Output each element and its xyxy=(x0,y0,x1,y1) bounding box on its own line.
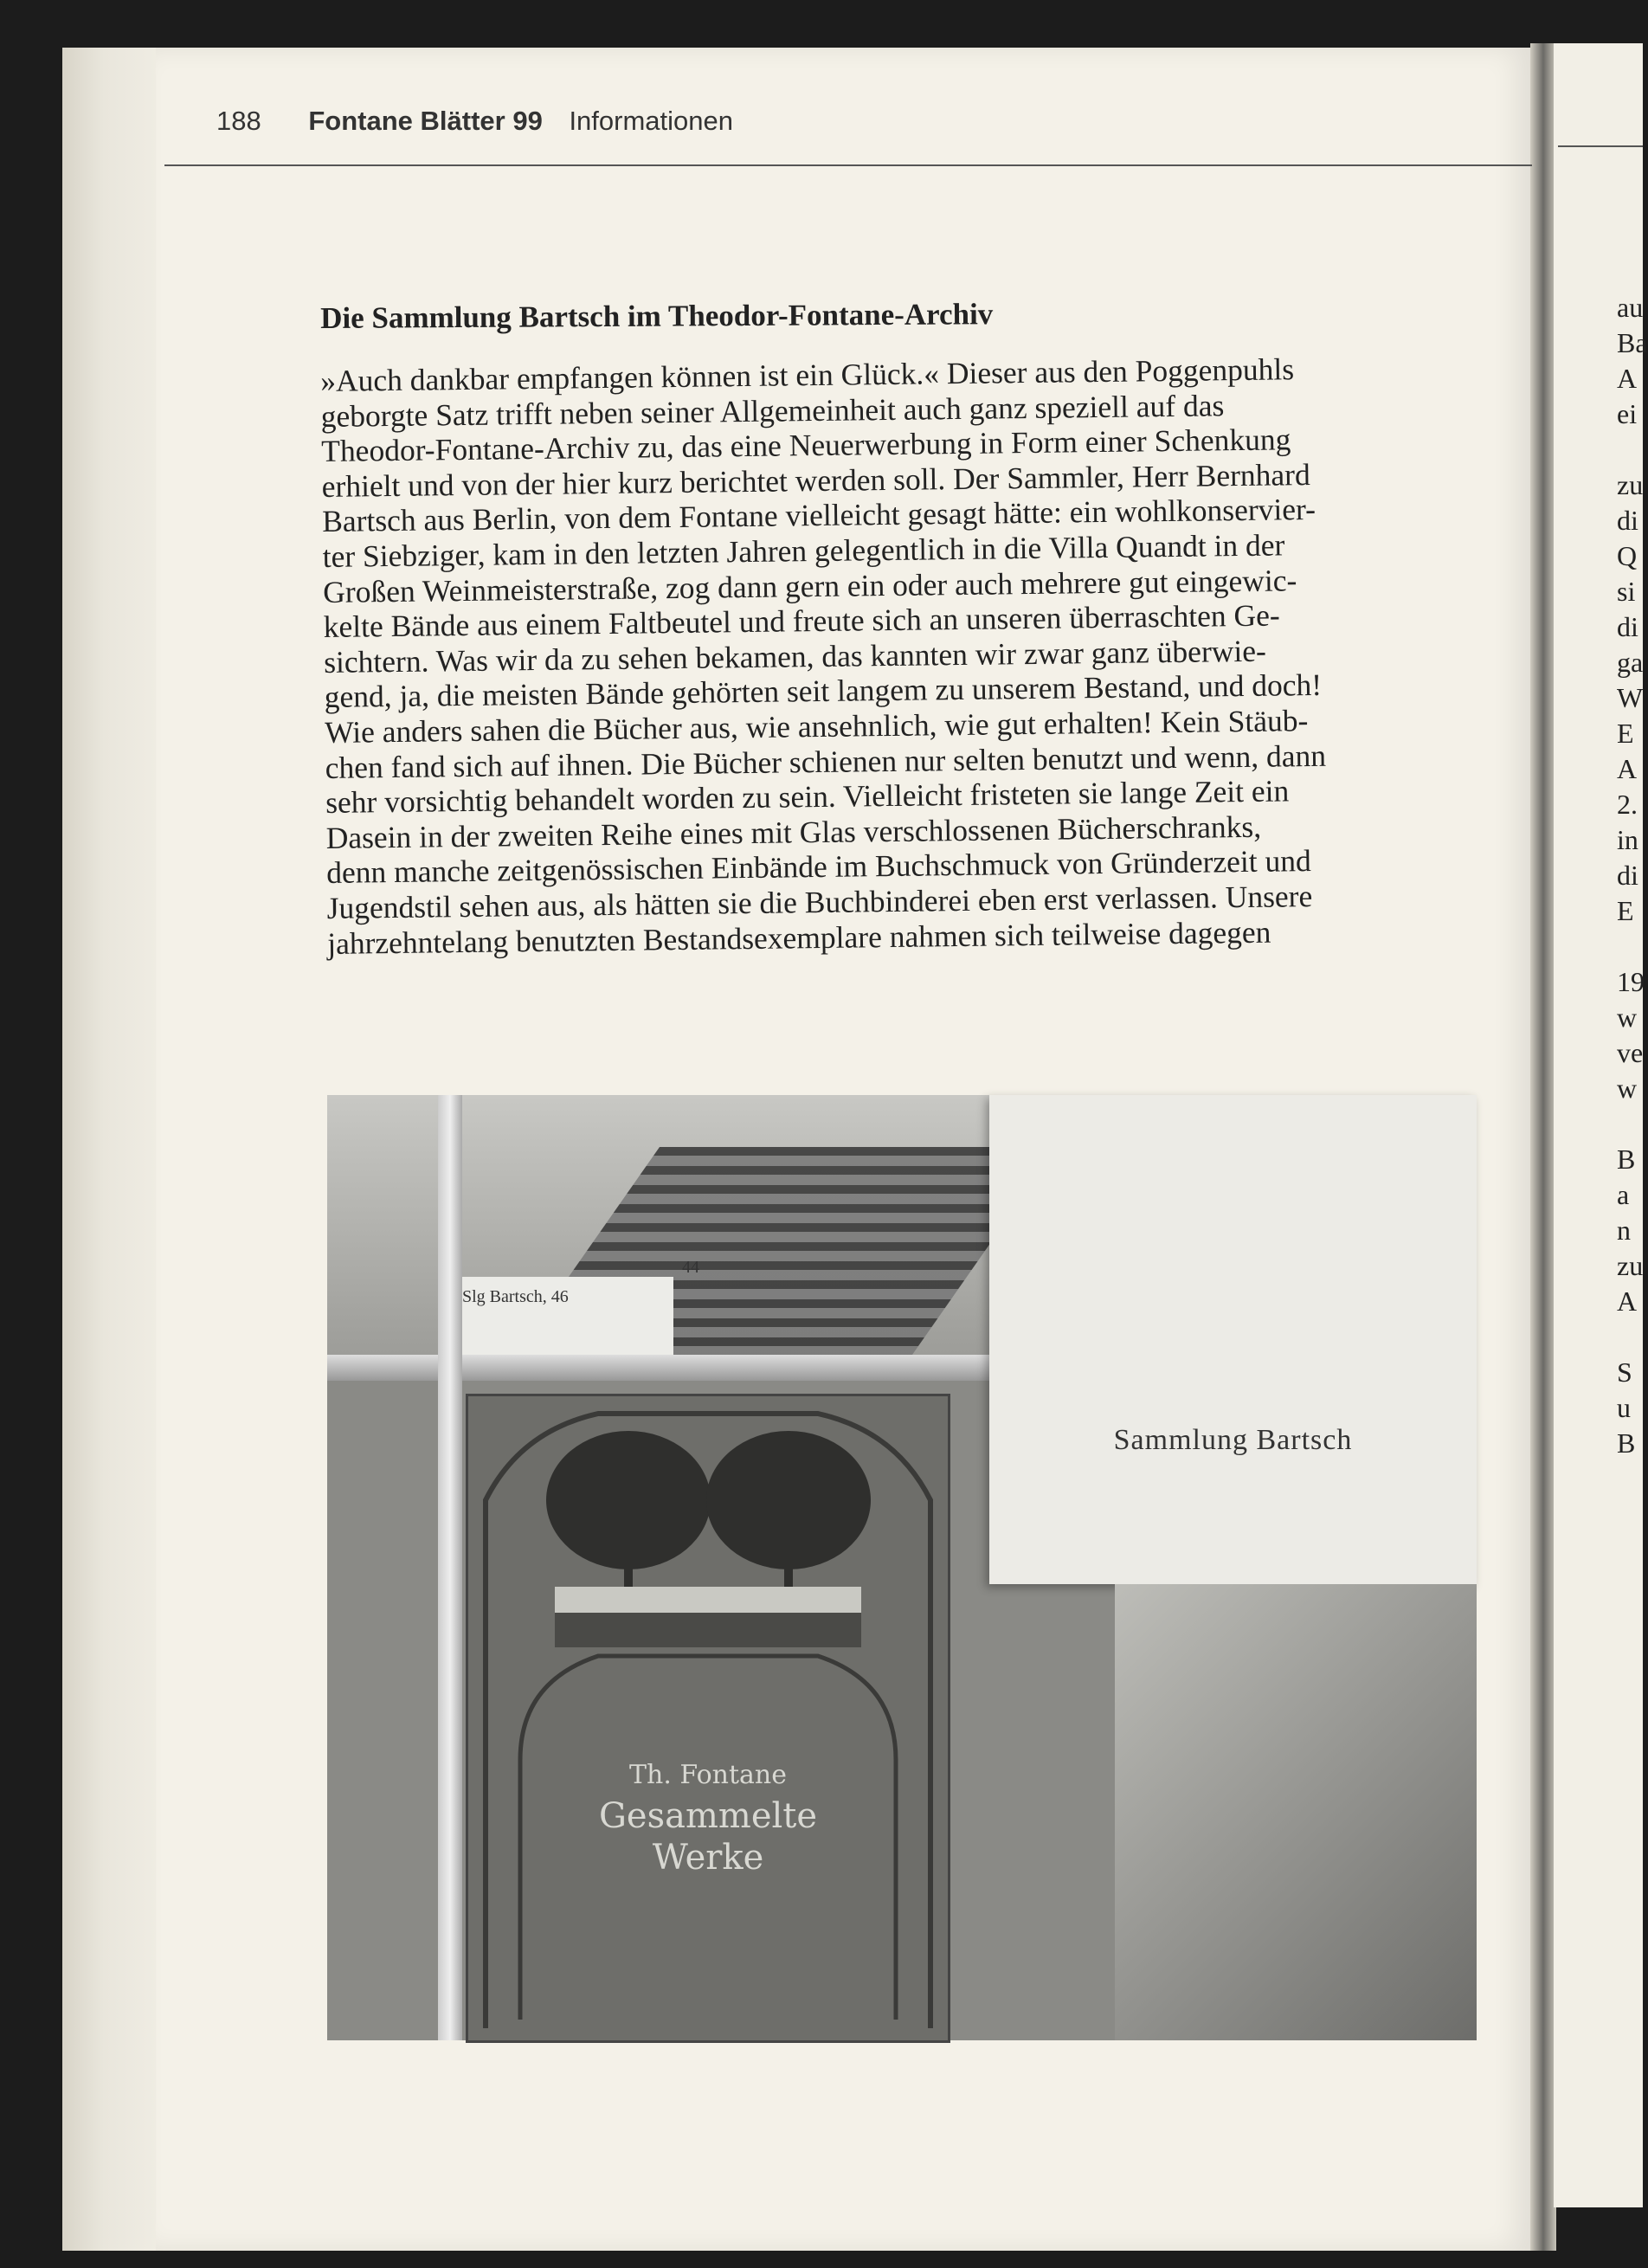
facing-fragment: W xyxy=(1617,682,1644,713)
body-line: Jugendstil sehen aus, als hätten sie die Buchbinderei eben erst verlassen. Unsere xyxy=(326,878,1313,925)
body-line: gend, ja, die meisten Bände gehörten seit langem zu unserem Bestand, und doch! xyxy=(324,667,1323,715)
facing-fragment: A xyxy=(1617,753,1638,784)
facing-fragment: di xyxy=(1617,505,1638,536)
facing-fragment: a xyxy=(1617,1179,1630,1210)
book-title-line: Werke xyxy=(652,1838,764,1878)
facing-fragment xyxy=(1617,1319,1648,1355)
facing-fragment: n xyxy=(1617,1215,1631,1246)
body-line: Großen Weinmeisterstraße, zog dann gern ein oder auch mehrere gut eingewic- xyxy=(322,562,1297,609)
body-line: geborgte Satz trifft neben seiner Allgemeinheit auch ganz speziell auf das xyxy=(320,387,1225,434)
facing-fragment xyxy=(1617,1106,1648,1142)
facing-fragment: E xyxy=(1617,718,1634,749)
body-line: sehr vorsichtig behandelt worden zu sein. Vielleicht fristeten sie lange Zeit ein xyxy=(325,773,1290,821)
collection-sign xyxy=(989,1095,1477,1584)
facing-fragment: 19 xyxy=(1617,966,1645,997)
facing-fragment: w xyxy=(1617,1073,1638,1104)
shelf-upright xyxy=(438,1095,462,2040)
facing-fragment: di xyxy=(1617,860,1638,891)
book-ornament xyxy=(468,1396,948,2040)
facing-fragment: zu xyxy=(1617,469,1644,500)
body-line: sichtern. Was wir da zu sehen bekamen, das kannten wir zwar ganz überwie- xyxy=(323,633,1267,680)
photograph xyxy=(327,1095,1477,2040)
facing-fragment: 2. xyxy=(1617,789,1638,820)
facing-fragment: ve xyxy=(1617,1037,1644,1068)
book-gutter xyxy=(1530,43,1556,2251)
facing-page-text xyxy=(1617,290,1648,1461)
facing-fragment: ei xyxy=(1617,398,1638,429)
shelf-card xyxy=(448,1258,699,1355)
body-line: Theodor-Fontane-Archiv zu, das eine Neuerwerbung in Form einer Schenkung xyxy=(320,422,1291,469)
shelf-card-label: Slg Bartsch, 46 xyxy=(462,1287,569,1306)
body-line: chen fand sich auf ihnen. Die Bücher schienen nur selten benutzt und wenn, dann xyxy=(325,738,1327,785)
facing-fragment: di xyxy=(1617,611,1638,642)
facing-fragment: ga xyxy=(1617,647,1644,678)
page-edge xyxy=(62,48,166,2251)
body-line: Dasein in der zweiten Reihe eines mit Glas verschlossenen Bücherschranks, xyxy=(325,809,1262,855)
facing-fragment xyxy=(1617,432,1648,467)
facing-fragment: A xyxy=(1617,363,1638,394)
body-line: »Auch dankbar empfangen können ist ein Glück.« Dieser aus den Poggenpuhls xyxy=(320,351,1295,398)
shelf-foreground xyxy=(1115,1584,1477,2040)
facing-fragment: Q xyxy=(1617,540,1638,571)
journal-title: Fontane Blätter 99 xyxy=(308,106,543,136)
body-line: jahrzehntelang benutzten Bestandsexemplare nahmen sich teilweise dagegen xyxy=(326,914,1271,961)
body-line: Bartsch aus Berlin, von dem Fontane vielleicht gesagt hätte: ein wohlkonservier- xyxy=(321,492,1316,539)
header-rule xyxy=(164,164,1532,166)
article-body xyxy=(320,350,1478,961)
book-title-author: Th. Fontane xyxy=(629,1760,787,1790)
body-line: kelte Bände aus einem Faltbeutel und freute sich an unseren überraschten Ge- xyxy=(323,597,1280,645)
section-title: Informationen xyxy=(569,106,733,136)
facing-fragment: si xyxy=(1617,576,1636,607)
facing-fragment: u xyxy=(1617,1392,1631,1423)
header-rule-facing xyxy=(1558,145,1643,147)
facing-fragment: B xyxy=(1617,1427,1636,1459)
page-number: 188 xyxy=(216,106,261,136)
facing-fragment: w xyxy=(1617,1002,1638,1033)
running-header xyxy=(216,106,733,137)
body-line: Wie anders sahen die Bücher aus, wie ansehnlich, wie gut erhalten! Kein Stäub- xyxy=(324,703,1309,750)
body-line: ter Siebziger, kam in den letzten Jahren gelegentlich in die Villa Quandt in der xyxy=(322,527,1285,574)
shelf-bar xyxy=(327,1355,994,1381)
facing-fragment: au xyxy=(1617,292,1644,323)
facing-fragment: B xyxy=(1617,1144,1636,1175)
facing-fragment xyxy=(1617,929,1648,964)
book-cover xyxy=(466,1394,950,2043)
facing-fragment: E xyxy=(1617,895,1634,926)
shelf-card-number: 44 xyxy=(682,1258,699,1277)
body-line: erhielt und von der hier kurz berichtet werden soll. Der Sammler, Herr Bernhard xyxy=(321,456,1310,504)
facing-fragment: A xyxy=(1617,1285,1638,1317)
book-title-line: Gesammelte xyxy=(598,1796,818,1836)
facing-fragment: Ba xyxy=(1617,327,1648,358)
facing-fragment: S xyxy=(1617,1356,1632,1388)
facing-fragment: in xyxy=(1617,824,1638,855)
body-line: denn manche zeitgenössischen Einbände im Buchschmuck von Gründerzeit und xyxy=(325,843,1312,891)
article-title: Die Sammlung Bartsch im Theodor-Fontane-Archiv xyxy=(320,297,994,335)
facing-fragment: zu xyxy=(1617,1250,1644,1281)
sign-label: Sammlung Bartsch xyxy=(1113,1424,1353,1456)
